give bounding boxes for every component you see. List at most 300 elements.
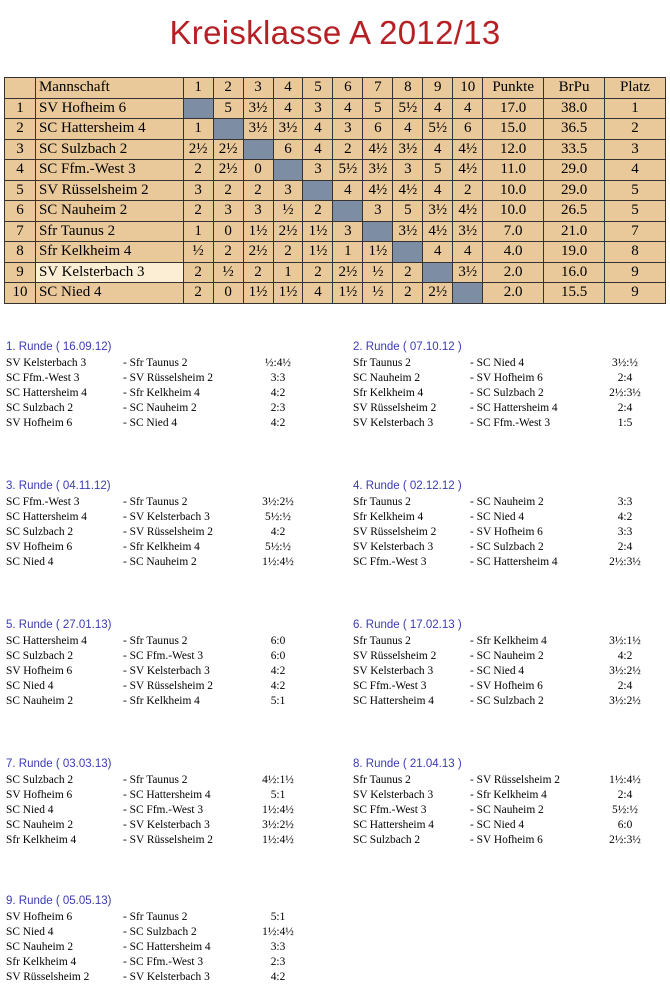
fixture-row (353, 401, 670, 416)
match-result: 4:2 (270, 417, 286, 429)
diagonal-cell (273, 160, 303, 181)
rank-number-cell: 2 (5, 119, 36, 140)
result-cell: 3 (183, 180, 213, 201)
result-cell: 4½ (453, 201, 483, 222)
result-cell: 4½ (423, 221, 453, 242)
result-cell: 1½ (303, 242, 333, 263)
away-team: - SC Nied 4 (123, 417, 178, 429)
board-points-cell: 26.5 (544, 201, 605, 222)
away-team: - SC Ffm.-West 3 (123, 956, 204, 968)
away-team: - SC Sulzbach 2 (470, 387, 544, 399)
fixture-row (353, 679, 670, 694)
away-team: - SV Hofheim 6 (470, 372, 543, 384)
match-result: 5:1 (270, 789, 286, 801)
result-cell: 2 (393, 283, 423, 304)
match-result: 6:0 (270, 650, 286, 662)
home-team: SV Rüsselsheim 2 (353, 402, 437, 414)
fixture-row (6, 773, 326, 788)
result-cell: 4 (333, 98, 363, 119)
result-cell: 4½ (363, 139, 393, 160)
result-cell: 6 (363, 119, 393, 140)
fixture-row (6, 634, 326, 649)
place-cell: 8 (605, 242, 666, 263)
result-cell: 3½ (393, 139, 423, 160)
match-result: 4:2 (270, 665, 286, 677)
home-team: SC Hattersheim 4 (6, 511, 87, 523)
rank-number-cell: 1 (5, 98, 36, 119)
header-cell (5, 78, 36, 99)
match-result: 6:0 (617, 819, 633, 831)
result-cell: 2 (183, 262, 213, 283)
home-team: SC Nied 4 (6, 926, 54, 938)
result-cell: 3 (363, 201, 393, 222)
match-result: 1½:4½ (262, 834, 294, 846)
place-cell: 9 (605, 283, 666, 304)
match-result: 3½:2½ (262, 496, 294, 508)
rank-number-cell: 6 (5, 201, 36, 222)
header-cell: 2 (213, 78, 243, 99)
home-team: SC Hattersheim 4 (6, 387, 87, 399)
rank-number-cell: 4 (5, 160, 36, 181)
points-cell: 12.0 (483, 139, 544, 160)
place-cell: 9 (605, 262, 666, 283)
header-cell: 10 (453, 78, 483, 99)
match-result: 2½:3½ (609, 834, 641, 846)
fixture-row (353, 634, 670, 649)
match-result: 1½:4½ (262, 926, 294, 938)
match-result: 1:5 (617, 417, 633, 429)
result-cell: 3½ (273, 119, 303, 140)
result-cell: 3½ (393, 221, 423, 242)
place-cell: 2 (605, 119, 666, 140)
away-team: - SC Ffm.-West 3 (470, 417, 551, 429)
table-row (5, 201, 666, 222)
result-cell: 2 (183, 283, 213, 304)
place-cell: 7 (605, 221, 666, 242)
result-cell: 1 (273, 262, 303, 283)
result-cell: 1½ (363, 242, 393, 263)
away-team: - SC Ffm.-West 3 (123, 804, 204, 816)
result-cell: 2 (303, 262, 333, 283)
board-points-cell: 29.0 (544, 160, 605, 181)
away-team: - SV Kelsterbach 3 (123, 819, 210, 831)
fixture-row (6, 833, 326, 848)
away-team: - Sfr Kelkheim 4 (470, 635, 547, 647)
result-cell: 2 (213, 242, 243, 263)
result-cell: 2 (183, 201, 213, 222)
table-row (5, 242, 666, 263)
match-result: 5½:½ (265, 541, 291, 553)
diagonal-cell (183, 98, 213, 119)
fixture-row (6, 510, 326, 525)
match-result: 3:3 (617, 526, 633, 538)
result-cell: 4 (333, 180, 363, 201)
fixture-row (6, 555, 326, 570)
result-cell: 4½ (453, 139, 483, 160)
points-cell: 7.0 (483, 221, 544, 242)
match-result: 3½:½ (612, 357, 638, 369)
home-team: Sfr Kelkheim 4 (6, 834, 77, 846)
board-points-cell: 16.0 (544, 262, 605, 283)
result-cell: 4 (453, 242, 483, 263)
result-cell: 5½ (333, 160, 363, 181)
away-team: - SC Hattersheim 4 (470, 556, 558, 568)
result-cell: 3½ (423, 201, 453, 222)
diagonal-cell (423, 262, 453, 283)
away-team: - Sfr Taunus 2 (123, 774, 188, 786)
match-result: 4:2 (617, 650, 633, 662)
fixture-row (353, 694, 670, 709)
result-cell: 2½ (273, 221, 303, 242)
away-team: - SV Hofheim 6 (470, 680, 543, 692)
result-cell: 2 (303, 201, 333, 222)
result-cell: 3½ (243, 98, 273, 119)
rank-number-cell: 5 (5, 180, 36, 201)
home-team: Sfr Taunus 2 (353, 774, 411, 786)
away-team: - SV Kelsterbach 3 (123, 511, 210, 523)
fixture-row (6, 679, 326, 694)
home-team: SV Kelsterbach 3 (353, 665, 434, 677)
result-cell: ½ (273, 201, 303, 222)
fixture-row (6, 925, 326, 940)
match-result: 4:2 (270, 680, 286, 692)
match-result: 6:0 (270, 635, 286, 647)
home-team: SV Kelsterbach 3 (353, 541, 434, 553)
home-team: SV Kelsterbach 3 (353, 789, 434, 801)
result-cell: ½ (363, 262, 393, 283)
fixture-row (353, 773, 670, 788)
away-team: - SC Nauheim 2 (470, 496, 544, 508)
table-row (5, 180, 666, 201)
result-cell: 5 (423, 160, 453, 181)
away-team: - SC Nied 4 (470, 819, 525, 831)
away-team: - Sfr Taunus 2 (123, 357, 188, 369)
match-result: 2:4 (617, 680, 633, 692)
diagonal-cell (303, 180, 333, 201)
result-cell: 4 (393, 119, 423, 140)
fixture-row (6, 386, 326, 401)
table-row (5, 98, 666, 119)
board-points-cell: 38.0 (544, 98, 605, 119)
team-name-cell: Sfr Taunus 2 (35, 221, 183, 242)
place-cell: 3 (605, 139, 666, 160)
board-points-cell: 19.0 (544, 242, 605, 263)
home-team: Sfr Taunus 2 (353, 357, 411, 369)
result-cell: 5½ (423, 119, 453, 140)
rank-number-cell: 10 (5, 283, 36, 304)
points-cell: 2.0 (483, 283, 544, 304)
match-result: 3:3 (270, 372, 286, 384)
away-team: - SC Sulzbach 2 (470, 695, 544, 707)
home-team: SC Nied 4 (6, 680, 54, 692)
match-result: 2½:3½ (609, 556, 641, 568)
fixture-row (353, 386, 670, 401)
result-cell: 1½ (303, 221, 333, 242)
round-title: 6. Runde ( 17.02.13 ) (353, 619, 462, 631)
result-cell: 4 (303, 283, 333, 304)
fixture-row (353, 833, 670, 848)
fixture-row (353, 649, 670, 664)
round-block (6, 340, 326, 431)
match-result: 3:3 (270, 941, 286, 953)
match-result: 5:1 (270, 695, 286, 707)
team-name-cell: SC Hattersheim 4 (35, 119, 183, 140)
result-cell: 2 (333, 139, 363, 160)
round-block (6, 894, 326, 985)
result-cell: 5½ (393, 98, 423, 119)
fixture-row (6, 970, 326, 985)
away-team: - Sfr Kelkheim 4 (470, 789, 547, 801)
board-points-cell: 33.5 (544, 139, 605, 160)
home-team: SC Nied 4 (6, 556, 54, 568)
team-name-cell: SC Sulzbach 2 (35, 139, 183, 160)
home-team: SC Nauheim 2 (6, 819, 74, 831)
diagonal-cell (393, 242, 423, 263)
result-cell: 3 (243, 201, 273, 222)
fixture-row (353, 495, 670, 510)
fixture-row (6, 803, 326, 818)
result-cell: 3½ (363, 160, 393, 181)
team-name-cell: Sfr Kelkheim 4 (35, 242, 183, 263)
away-team: - SV Rüsselsheim 2 (470, 774, 560, 786)
away-team: - SC Sulzbach 2 (123, 926, 197, 938)
away-team: - SV Rüsselsheim 2 (123, 372, 213, 384)
fixture-row (353, 356, 670, 371)
fixture-row (353, 416, 670, 431)
fixture-row (353, 803, 670, 818)
home-team: Sfr Kelkheim 4 (6, 956, 77, 968)
match-result: 3½:2½ (609, 665, 641, 677)
result-cell: 3 (303, 98, 333, 119)
away-team: - SC Nauheim 2 (470, 650, 544, 662)
match-result: 2:3 (270, 402, 286, 414)
fixture-row (6, 664, 326, 679)
result-cell: 4 (423, 139, 453, 160)
fixture-row (353, 540, 670, 555)
result-cell: 4½ (453, 160, 483, 181)
team-name-cell: SV Kelsterbach 3 (35, 262, 183, 283)
round-block (353, 479, 670, 570)
fixture-row (353, 371, 670, 386)
match-result: 3½:2½ (609, 695, 641, 707)
away-team: - SV Rüsselsheim 2 (123, 680, 213, 692)
fixture-row (6, 495, 326, 510)
result-cell: 1 (333, 242, 363, 263)
header-cell: 3 (243, 78, 273, 99)
fixture-row (353, 525, 670, 540)
away-team: - SC Nied 4 (470, 665, 525, 677)
away-team: - SC Hattersheim 4 (123, 941, 211, 953)
away-team: - SV Kelsterbach 3 (123, 665, 210, 677)
home-team: SV Rüsselsheim 2 (6, 971, 90, 983)
match-result: 1½:4½ (262, 804, 294, 816)
away-team: - SC Sulzbach 2 (470, 541, 544, 553)
team-name-cell: SV Hofheim 6 (35, 98, 183, 119)
rank-number-cell: 9 (5, 262, 36, 283)
round-title: 9. Runde ( 05.05.13) (6, 895, 112, 907)
match-result: 1½:4½ (609, 774, 641, 786)
points-cell: 4.0 (483, 242, 544, 263)
header-cell: BrPu (544, 78, 605, 99)
result-cell: ½ (363, 283, 393, 304)
home-team: SC Sulzbach 2 (6, 650, 74, 662)
home-team: SC Ffm.-West 3 (6, 372, 80, 384)
match-result: 2:3 (270, 956, 286, 968)
board-points-cell: 15.5 (544, 283, 605, 304)
match-result: 2:4 (617, 372, 633, 384)
result-cell: 2 (453, 180, 483, 201)
round-block (6, 618, 326, 709)
match-result: 2:4 (617, 541, 633, 553)
page-title: Kreisklasse A 2012/13 (169, 14, 501, 51)
result-cell: 2 (243, 262, 273, 283)
result-cell: 3 (303, 160, 333, 181)
home-team: SC Sulzbach 2 (6, 774, 74, 786)
fixture-row (6, 788, 326, 803)
table-row (5, 221, 666, 242)
header-cell: Mannschaft (35, 78, 183, 99)
away-team: - SV Hofheim 6 (470, 526, 543, 538)
away-team: - Sfr Taunus 2 (123, 635, 188, 647)
match-result: 2:4 (617, 402, 633, 414)
header-cell: 6 (333, 78, 363, 99)
diagonal-cell (363, 221, 393, 242)
home-team: SC Nauheim 2 (6, 941, 74, 953)
round-block (353, 618, 670, 709)
board-points-cell: 29.0 (544, 180, 605, 201)
fixture-row (6, 694, 326, 709)
home-team: SV Rüsselsheim 2 (353, 526, 437, 538)
result-cell: 5 (213, 98, 243, 119)
points-cell: 15.0 (483, 119, 544, 140)
points-cell: 10.0 (483, 201, 544, 222)
result-cell: 3 (213, 201, 243, 222)
round-block (6, 757, 326, 848)
away-team: - SV Hofheim 6 (470, 834, 543, 846)
home-team: SC Nauheim 2 (353, 372, 421, 384)
match-result: 4:2 (270, 387, 286, 399)
result-cell: ½ (183, 242, 213, 263)
place-cell: 1 (605, 98, 666, 119)
home-team: SC Hattersheim 4 (6, 635, 87, 647)
round-block (6, 479, 326, 570)
home-team: Sfr Kelkheim 4 (353, 387, 424, 399)
result-cell: 4½ (393, 180, 423, 201)
header-cell: 5 (303, 78, 333, 99)
result-cell: 2 (243, 180, 273, 201)
home-team: SC Hattersheim 4 (353, 695, 434, 707)
points-cell: 2.0 (483, 262, 544, 283)
board-points-cell: 36.5 (544, 119, 605, 140)
result-cell: 1 (183, 119, 213, 140)
fixture-row (6, 356, 326, 371)
home-team: SV Kelsterbach 3 (6, 357, 87, 369)
match-result: 4:2 (617, 511, 633, 523)
fixture-row (6, 940, 326, 955)
result-cell: 1½ (333, 283, 363, 304)
home-team: SV Hofheim 6 (6, 417, 73, 429)
team-name-cell: SC Nauheim 2 (35, 201, 183, 222)
away-team: - SC Nied 4 (470, 511, 525, 523)
away-team: - Sfr Taunus 2 (123, 911, 188, 923)
header-cell: 7 (363, 78, 393, 99)
rank-number-cell: 7 (5, 221, 36, 242)
home-team: SC Nauheim 2 (6, 695, 74, 707)
result-cell: 2½ (333, 262, 363, 283)
result-cell: ½ (213, 262, 243, 283)
home-team: SV Hofheim 6 (6, 911, 73, 923)
away-team: - Sfr Kelkheim 4 (123, 541, 200, 553)
header-cell: 9 (423, 78, 453, 99)
round-title: 4. Runde ( 02.12.12 ) (353, 480, 462, 492)
away-team: - SV Kelsterbach 3 (123, 971, 210, 983)
round-title: 1. Runde ( 16.09.12) (6, 341, 112, 353)
result-cell: 3 (273, 180, 303, 201)
round-title: 2. Runde ( 07.10.12 ) (353, 341, 462, 353)
result-cell: 4 (423, 242, 453, 263)
home-team: SC Sulzbach 2 (6, 526, 74, 538)
fixture-row (6, 910, 326, 925)
away-team: - SC Hattersheim 4 (470, 402, 558, 414)
fixture-row (6, 649, 326, 664)
match-result: 5:1 (270, 911, 286, 923)
home-team: Sfr Taunus 2 (353, 635, 411, 647)
home-team: SC Ffm.-West 3 (353, 680, 427, 692)
diagonal-cell (213, 119, 243, 140)
round-title: 5. Runde ( 27.01.13) (6, 619, 112, 631)
result-cell: 2 (393, 262, 423, 283)
home-team: SV Hofheim 6 (6, 541, 73, 553)
result-cell: 3½ (453, 221, 483, 242)
result-cell: 3½ (243, 119, 273, 140)
table-row (5, 139, 666, 160)
match-result: 5½:½ (265, 511, 291, 523)
round-block (353, 757, 670, 848)
result-cell: 1 (183, 221, 213, 242)
result-cell: 2½ (243, 242, 273, 263)
result-cell: 3 (393, 160, 423, 181)
team-name-cell: SC Nied 4 (35, 283, 183, 304)
result-cell: 4 (303, 139, 333, 160)
table-row (5, 119, 666, 140)
result-cell: 3½ (453, 262, 483, 283)
round-block (353, 340, 670, 431)
fixture-row (6, 525, 326, 540)
points-cell: 10.0 (483, 180, 544, 201)
fixture-row (6, 416, 326, 431)
result-cell: 0 (213, 221, 243, 242)
match-result: 1½:4½ (262, 556, 294, 568)
round-title: 7. Runde ( 03.03.13) (6, 758, 112, 770)
home-team: SV Rüsselsheim 2 (353, 650, 437, 662)
result-cell: 1½ (273, 283, 303, 304)
round-title: 8. Runde ( 21.04.13 ) (353, 758, 462, 770)
header-cell: Punkte (483, 78, 544, 99)
match-result: 5½:½ (612, 804, 638, 816)
away-team: - Sfr Kelkheim 4 (123, 387, 200, 399)
points-cell: 17.0 (483, 98, 544, 119)
diagonal-cell (333, 201, 363, 222)
home-team: SC Ffm.-West 3 (353, 804, 427, 816)
match-result: 4½:1½ (262, 774, 294, 786)
result-cell: 6 (453, 119, 483, 140)
away-team: - SC Nied 4 (470, 357, 525, 369)
result-cell: 3 (333, 221, 363, 242)
home-team: SC Nied 4 (6, 804, 54, 816)
result-cell: 0 (213, 283, 243, 304)
header-cell: 1 (183, 78, 213, 99)
header-cell: Platz (605, 78, 666, 99)
